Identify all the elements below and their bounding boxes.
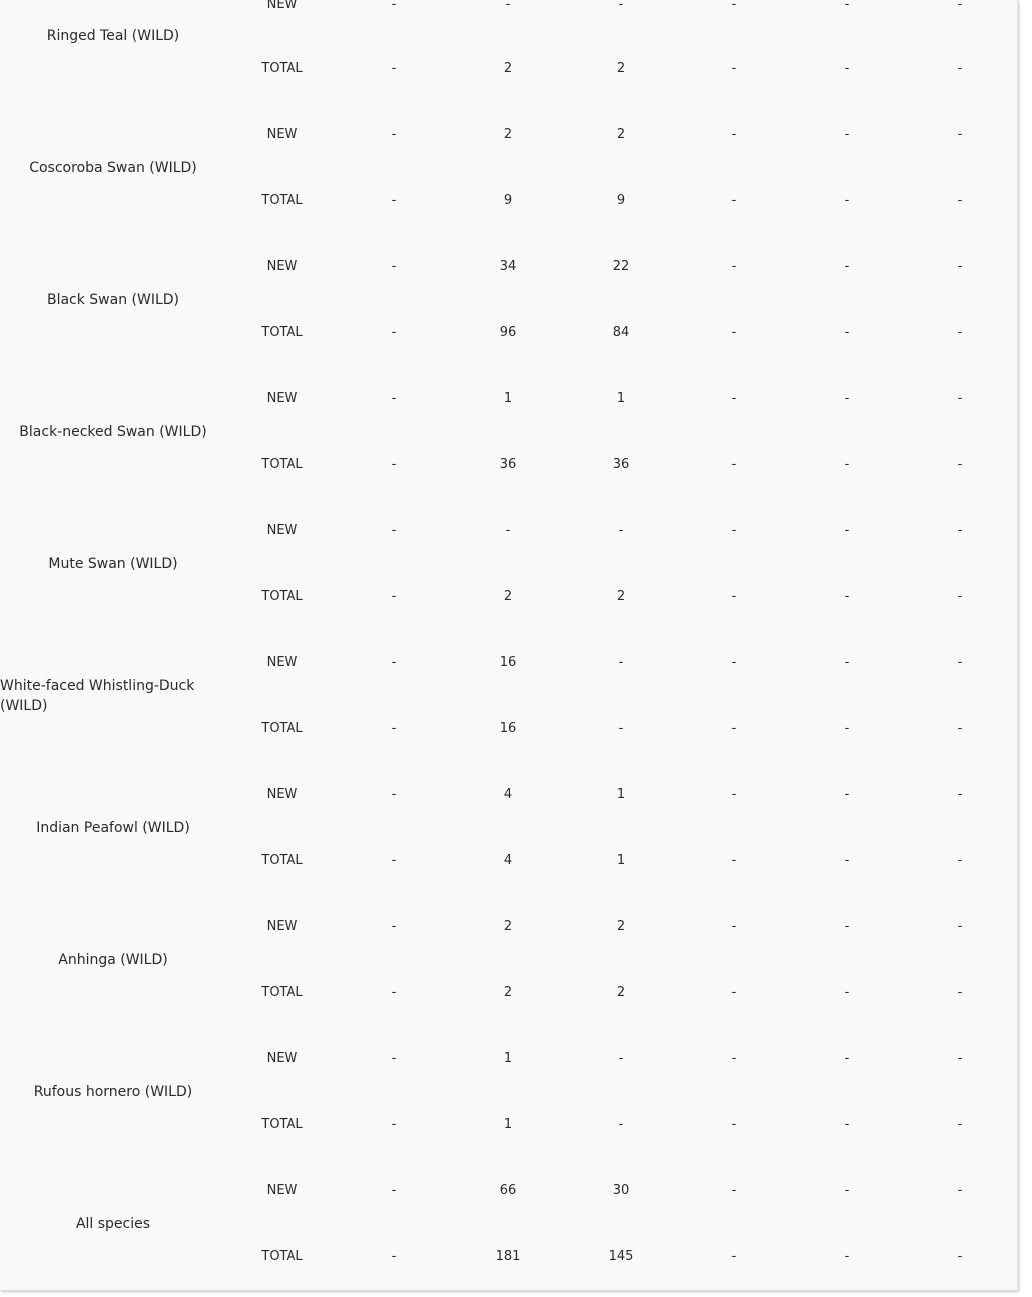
- table-cell: 2: [503, 61, 513, 76]
- table-row-total: [226, 186, 1017, 216]
- table-cell: -: [618, 1117, 624, 1132]
- table-row-new: [226, 252, 1017, 282]
- species-name: [0, 234, 226, 366]
- row-type-label: NEW: [266, 787, 298, 802]
- table-cell: 16: [499, 721, 517, 736]
- table-cell: -: [957, 787, 963, 802]
- row-type-label: TOTAL: [261, 985, 303, 1000]
- table-cell: -: [731, 457, 737, 472]
- table-cell: -: [844, 259, 850, 274]
- table-cell: -: [957, 325, 963, 340]
- table-row-new: [226, 0, 1017, 20]
- table-cell: -: [391, 853, 397, 868]
- table-cell: 2: [616, 589, 626, 604]
- table-cell: -: [844, 1249, 850, 1264]
- table-row-total: [226, 1242, 1017, 1272]
- species-label-line: White-faced Whistling-Duck: [0, 678, 195, 694]
- species-name: [0, 1026, 226, 1158]
- species-label: All species: [75, 1216, 151, 1232]
- table-cell: -: [731, 391, 737, 406]
- table-cell: 4: [503, 853, 513, 868]
- table-cell: -: [844, 919, 850, 934]
- row-type-label: TOTAL: [261, 853, 303, 868]
- table-cell: 36: [612, 457, 630, 472]
- table-cell: -: [391, 391, 397, 406]
- species-label: Black Swan (WILD): [46, 292, 180, 308]
- table-cell: -: [731, 0, 737, 12]
- table-cell: -: [731, 985, 737, 1000]
- table-row-total: [226, 1110, 1017, 1140]
- table-cell: 66: [499, 1183, 517, 1198]
- table-cell: 16: [499, 655, 517, 670]
- table-row-group: [0, 366, 1017, 498]
- table-cell: -: [957, 589, 963, 604]
- table-row-group: [0, 102, 1017, 234]
- table-cell: -: [391, 787, 397, 802]
- table-cell: -: [731, 127, 737, 142]
- table-cell: -: [957, 391, 963, 406]
- table-cell: -: [391, 523, 397, 538]
- table-row-new: [226, 516, 1017, 546]
- table-cell: -: [391, 1249, 397, 1264]
- species-label: Coscoroba Swan (WILD): [29, 160, 197, 176]
- table-cell: 2: [503, 919, 513, 934]
- table-row-total: [226, 714, 1017, 744]
- row-type-label: NEW: [266, 655, 298, 670]
- table-row-total: [226, 450, 1017, 480]
- species-name: [0, 102, 226, 234]
- table-cell: 9: [616, 193, 626, 208]
- table-row-new: [226, 648, 1017, 678]
- species-label: Rufous hornero (WILD): [33, 1084, 193, 1100]
- table-row-group: [0, 0, 1017, 102]
- species-label: Mute Swan (WILD): [48, 556, 178, 572]
- table-cell: -: [957, 919, 963, 934]
- table-cell: -: [731, 853, 737, 868]
- table-cell: -: [391, 589, 397, 604]
- table-cell: 2: [503, 985, 513, 1000]
- table-cell: -: [844, 985, 850, 1000]
- table-cell: -: [957, 853, 963, 868]
- table-cell: -: [391, 919, 397, 934]
- table-cell: -: [731, 655, 737, 670]
- table-cell: -: [957, 193, 963, 208]
- row-type-label: TOTAL: [261, 193, 303, 208]
- row-type-label: NEW: [266, 259, 298, 274]
- table-cell: 2: [616, 61, 626, 76]
- table-cell: -: [844, 325, 850, 340]
- table-cell: -: [957, 985, 963, 1000]
- table-cell: -: [391, 985, 397, 1000]
- row-type-label: TOTAL: [261, 1117, 303, 1132]
- table-cell: -: [618, 655, 624, 670]
- table-cell: -: [391, 721, 397, 736]
- table-cell: -: [957, 127, 963, 142]
- table-cell: -: [391, 325, 397, 340]
- species-name: [0, 762, 226, 894]
- table-cell: -: [844, 589, 850, 604]
- table-row-total: [226, 582, 1017, 612]
- table-cell: 1: [616, 787, 626, 802]
- table-cell: -: [957, 457, 963, 472]
- table-cell: -: [731, 1051, 737, 1066]
- table-row-new: [226, 120, 1017, 150]
- row-type-label: TOTAL: [261, 1249, 303, 1264]
- table-row-total: [226, 846, 1017, 876]
- table-cell: 181: [495, 1249, 521, 1264]
- table-row-new: [226, 384, 1017, 414]
- table-cell: 1: [616, 853, 626, 868]
- table-cell: -: [844, 457, 850, 472]
- table-cell: -: [957, 1117, 963, 1132]
- table-cell: -: [957, 61, 963, 76]
- row-type-label: NEW: [266, 127, 298, 142]
- table-row-total: [226, 54, 1017, 84]
- table-cell: -: [844, 523, 850, 538]
- table-cell: -: [844, 1051, 850, 1066]
- table-cell: -: [731, 589, 737, 604]
- table-cell: 1: [503, 391, 513, 406]
- table-cell: 1: [503, 1117, 513, 1132]
- table-row-new: [226, 1176, 1017, 1206]
- table-cell: -: [731, 325, 737, 340]
- table-cell: 9: [503, 193, 513, 208]
- table-cell: 34: [499, 259, 517, 274]
- table-cell: -: [391, 127, 397, 142]
- table-cell: 145: [608, 1249, 634, 1264]
- species-label: Black-necked Swan (WILD): [19, 424, 207, 440]
- species-label-line: (WILD): [0, 698, 48, 714]
- table-cell: 30: [612, 1183, 630, 1198]
- species-name: [0, 1158, 226, 1290]
- table-cell: -: [391, 61, 397, 76]
- table-cell: -: [844, 61, 850, 76]
- species-name: [0, 630, 226, 762]
- table-row-group: [0, 762, 1017, 894]
- table-cell: -: [391, 259, 397, 274]
- table-row-total: [226, 318, 1017, 348]
- species-label: [0, 676, 194, 716]
- table-row-new: [226, 780, 1017, 810]
- table-cell: 2: [616, 919, 626, 934]
- table-cell: -: [957, 1249, 963, 1264]
- table-cell: -: [618, 721, 624, 736]
- row-type-label: NEW: [266, 0, 298, 12]
- table-cell: -: [618, 0, 624, 12]
- row-type-label: TOTAL: [261, 61, 303, 76]
- table-cell: -: [957, 1183, 963, 1198]
- table-cell: -: [731, 1183, 737, 1198]
- table-cell: -: [957, 259, 963, 274]
- table-row-group: [0, 498, 1017, 630]
- table-cell: -: [844, 391, 850, 406]
- species-name: [0, 366, 226, 498]
- table-cell: 22: [612, 259, 630, 274]
- table-cell: -: [957, 655, 963, 670]
- table-cell: -: [618, 1051, 624, 1066]
- table-cell: -: [731, 1249, 737, 1264]
- table-row-group: [0, 1158, 1017, 1290]
- table-row-group: [0, 894, 1017, 1026]
- table-cell: 96: [499, 325, 517, 340]
- row-type-label: TOTAL: [261, 325, 303, 340]
- table-cell: -: [844, 0, 850, 12]
- table-row-new: [226, 912, 1017, 942]
- table-cell: -: [391, 0, 397, 12]
- species-label: Ringed Teal (WILD): [46, 28, 180, 44]
- row-type-label: NEW: [266, 523, 298, 538]
- table-cell: -: [957, 1051, 963, 1066]
- table-cell: 2: [616, 127, 626, 142]
- table-cell: -: [844, 787, 850, 802]
- table-cell: -: [957, 523, 963, 538]
- table-cell: -: [391, 1183, 397, 1198]
- species-name: [0, 0, 226, 102]
- table-cell: -: [844, 193, 850, 208]
- table-cell: 2: [503, 589, 513, 604]
- table-cell: -: [844, 1183, 850, 1198]
- row-type-label: TOTAL: [261, 721, 303, 736]
- species-label: Indian Peafowl (WILD): [36, 820, 190, 836]
- row-type-label: NEW: [266, 1051, 298, 1066]
- table-cell: -: [391, 1117, 397, 1132]
- row-type-label: TOTAL: [261, 457, 303, 472]
- table-cell: -: [957, 721, 963, 736]
- table-cell: -: [844, 1117, 850, 1132]
- species-label: Anhinga (WILD): [58, 952, 168, 968]
- table-cell: -: [391, 193, 397, 208]
- table-cell: -: [731, 523, 737, 538]
- table-cell: -: [731, 193, 737, 208]
- table-cell: -: [505, 523, 511, 538]
- table-cell: -: [618, 523, 624, 538]
- table-cell: -: [391, 1051, 397, 1066]
- table-row-new: [226, 1044, 1017, 1074]
- row-type-label: NEW: [266, 391, 298, 406]
- table-cell: -: [731, 61, 737, 76]
- species-name: [0, 498, 226, 630]
- table-row-group: [0, 1026, 1017, 1158]
- table-cell: -: [844, 127, 850, 142]
- table-cell: -: [844, 721, 850, 736]
- table-cell: 2: [503, 127, 513, 142]
- table-cell: -: [505, 0, 511, 12]
- table-row-total: [226, 978, 1017, 1008]
- table-cell: -: [731, 721, 737, 736]
- table-cell: -: [731, 259, 737, 274]
- species-name: [0, 894, 226, 1026]
- table-cell: -: [391, 457, 397, 472]
- table-cell: 36: [499, 457, 517, 472]
- row-type-label: NEW: [266, 1183, 298, 1198]
- table-cell: 2: [616, 985, 626, 1000]
- table-cell: -: [844, 655, 850, 670]
- table-cell: 84: [612, 325, 630, 340]
- table-cell: 1: [616, 391, 626, 406]
- table-cell: -: [731, 787, 737, 802]
- table-cell: 1: [503, 1051, 513, 1066]
- table-cell: 4: [503, 787, 513, 802]
- table-cell: -: [731, 919, 737, 934]
- table-row-group: [0, 234, 1017, 366]
- table-cell: -: [844, 853, 850, 868]
- row-type-label: TOTAL: [261, 589, 303, 604]
- table-cell: -: [391, 655, 397, 670]
- table-row-group: [0, 630, 1017, 762]
- row-type-label: NEW: [266, 919, 298, 934]
- table-cell: -: [731, 1117, 737, 1132]
- table-cell: -: [957, 0, 963, 12]
